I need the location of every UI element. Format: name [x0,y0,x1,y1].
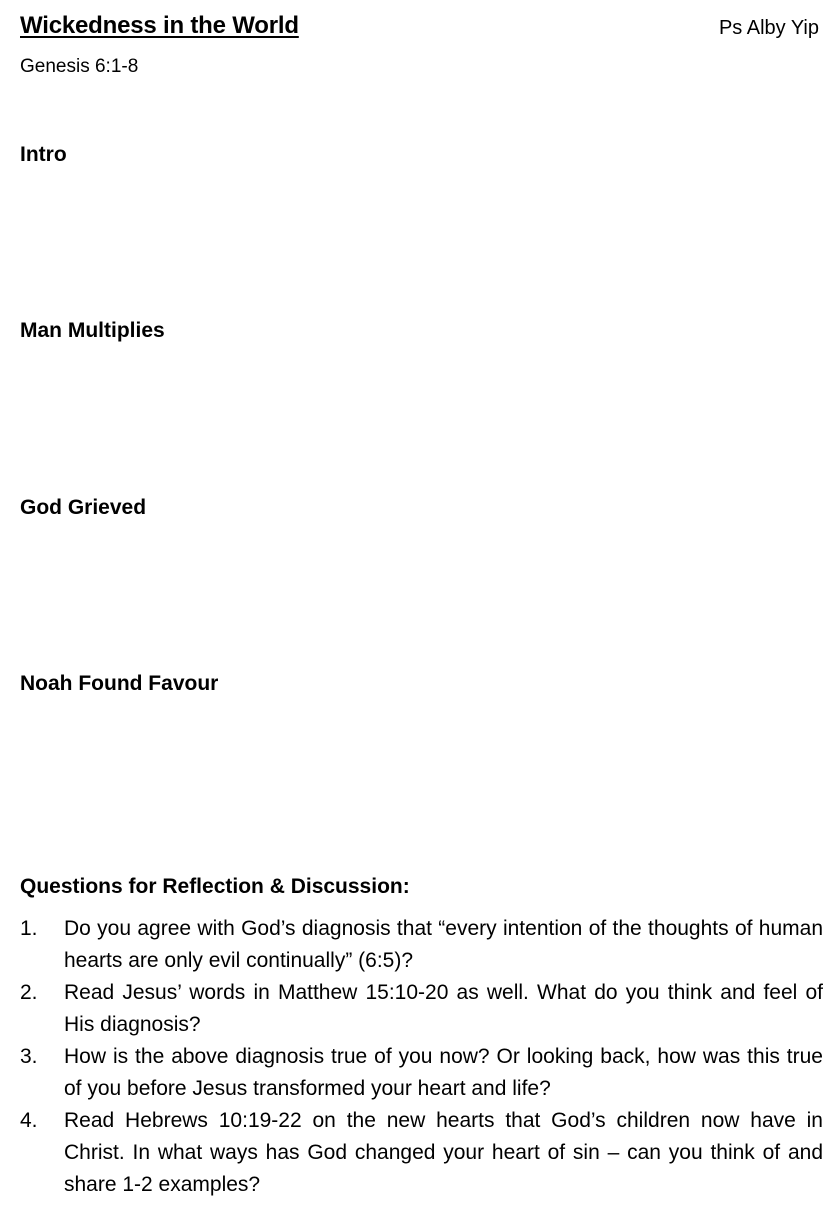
section-heading-noah-found-favour: Noah Found Favour [20,672,219,695]
question-text: Read Hebrews 10:19-22 on the new hearts that God’s children now have in Christ. In what ways has God changed your heart of sin – can you think of and share 1-2 examples? [64,1109,823,1196]
questions-heading: Questions for Reflection & Discussion: [20,875,410,898]
section-heading-man-multiplies: Man Multiplies [20,319,165,342]
question-number: 3. [20,1045,38,1068]
question-item [20,977,823,1041]
section-heading-god-grieved: God Grieved [20,496,147,519]
question-text: How is the above diagnosis true of you now? Or looking back, how was this true of you before Jesus transformed your heart and life? [64,1045,823,1100]
question-item [20,1105,823,1201]
question-item [20,913,823,977]
question-text: Read Jesus’ words in Matthew 15:10-20 as well. What do you think and feel of His diagnosis? [64,981,823,1036]
section-heading-intro: Intro [20,143,67,166]
scripture-reference: Genesis 6:1-8 [20,56,139,77]
question-number: 4. [20,1109,38,1132]
speaker-name: Ps Alby Yip [718,17,819,39]
question-number: 1. [20,917,38,940]
question-text: Do you agree with God’s diagnosis that “every intention of the thoughts of human hearts are only evil continually” (6:5)? [64,917,823,972]
sermon-title: Wickedness in the World [20,12,299,39]
questions-list [20,913,823,1201]
question-number: 2. [20,981,38,1004]
question-item [20,1041,823,1105]
